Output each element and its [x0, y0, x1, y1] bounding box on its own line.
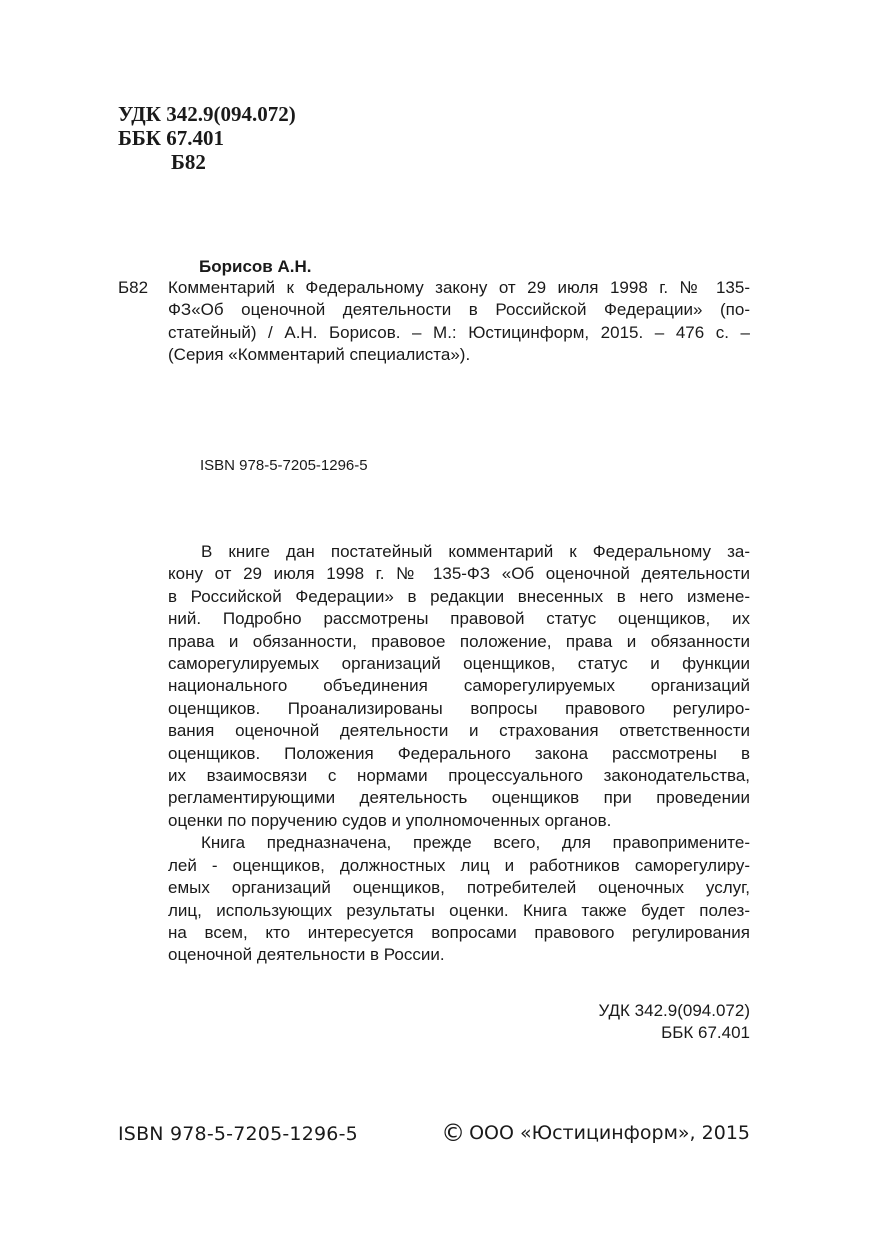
abstract-line: оценочной деятельности в России.	[168, 945, 445, 965]
abstract-line: их взаимосвязи с нормами процессуального законодательства,	[168, 766, 750, 786]
copyright-notice	[441, 1120, 750, 1146]
copyright-icon: ©	[441, 1119, 466, 1147]
abstract-line: лиц, использующих результаты оценки. Книга также будет полез-	[168, 900, 750, 920]
bib-line: Комментарий к Федеральному закону от 29 июля 1998 г. № 135-	[168, 278, 750, 297]
bib-line: статейный) / А.Н. Борисов. – М.: Юстицинформ, 2015. – 476 с. –	[168, 322, 750, 342]
bib-line: (Серия «Комментарий специалиста»).	[168, 344, 471, 364]
abstract-line: на всем, кто интересуется вопросами правового регулирования	[168, 922, 750, 942]
abstract-line: лей - оценщиков, должностных лиц и работников саморегулиру-	[168, 855, 750, 875]
bibliographic-description	[168, 277, 750, 366]
abstract-line: национального объединения саморегулируемых организаций	[168, 676, 750, 696]
abstract-line: В книге дан постатейный комментарий к Федеральному за-	[201, 542, 750, 561]
bbk-code: ББК 67.401	[118, 126, 224, 150]
bib-line: ФЗ«Об оценочной деятельности в Российской Федерации» (по-	[168, 300, 750, 320]
abstract-line: оценщиков. Проанализированы вопросы правового регулиро-	[168, 698, 750, 718]
footer-udk: УДК 342.9(094.072)	[598, 1001, 750, 1020]
author-mark-code: Б82	[118, 278, 149, 297]
footer-bbk: ББК 67.401	[661, 1023, 750, 1042]
abstract-line: оценщиков. Положения Федерального закона рассмотрены в	[168, 743, 750, 763]
isbn-top: ISBN 978-5-7205-1296-5	[200, 457, 368, 474]
classification-block	[118, 102, 296, 174]
abstract-line: емых организаций оценщиков, потребителей оценочных услуг,	[168, 878, 750, 898]
abstract-line: Книга предназначена, прежде всего, для правопримените-	[201, 833, 750, 853]
udk-code: УДК 342.9(094.072)	[118, 102, 296, 126]
abstract-line: оценки по поручению судов и уполномоченных органов.	[168, 810, 612, 830]
abstract-line: регламентирующими деятельность оценщиков при проведении	[168, 788, 750, 808]
isbn-bottom: ISBN 978-5-7205-1296-5	[118, 1123, 358, 1145]
abstract-line: ний. Подробно рассмотрены правовой статус оценщиков, их	[168, 609, 750, 629]
author-mark: Б82	[171, 150, 206, 174]
author-name: Борисов А.Н.	[199, 257, 312, 276]
copyright-text: ООО «Юстицинформ», 2015	[469, 1122, 750, 1144]
footer-classification	[599, 1000, 751, 1044]
abstract	[168, 541, 750, 967]
abstract-line: вания оценочной деятельности и страхования ответственности	[168, 721, 750, 741]
abstract-line: в Российской Федерации» в редакции внесенных в него измене-	[168, 586, 750, 606]
abstract-line: права и обязанности, правовое положение, права и обязанности	[168, 631, 750, 651]
abstract-line: кону от 29 июля 1998 г. № 135-ФЗ «Об оценочной деятельности	[168, 564, 750, 584]
abstract-line: саморегулируемых организаций оценщиков, статус и функции	[168, 654, 750, 674]
